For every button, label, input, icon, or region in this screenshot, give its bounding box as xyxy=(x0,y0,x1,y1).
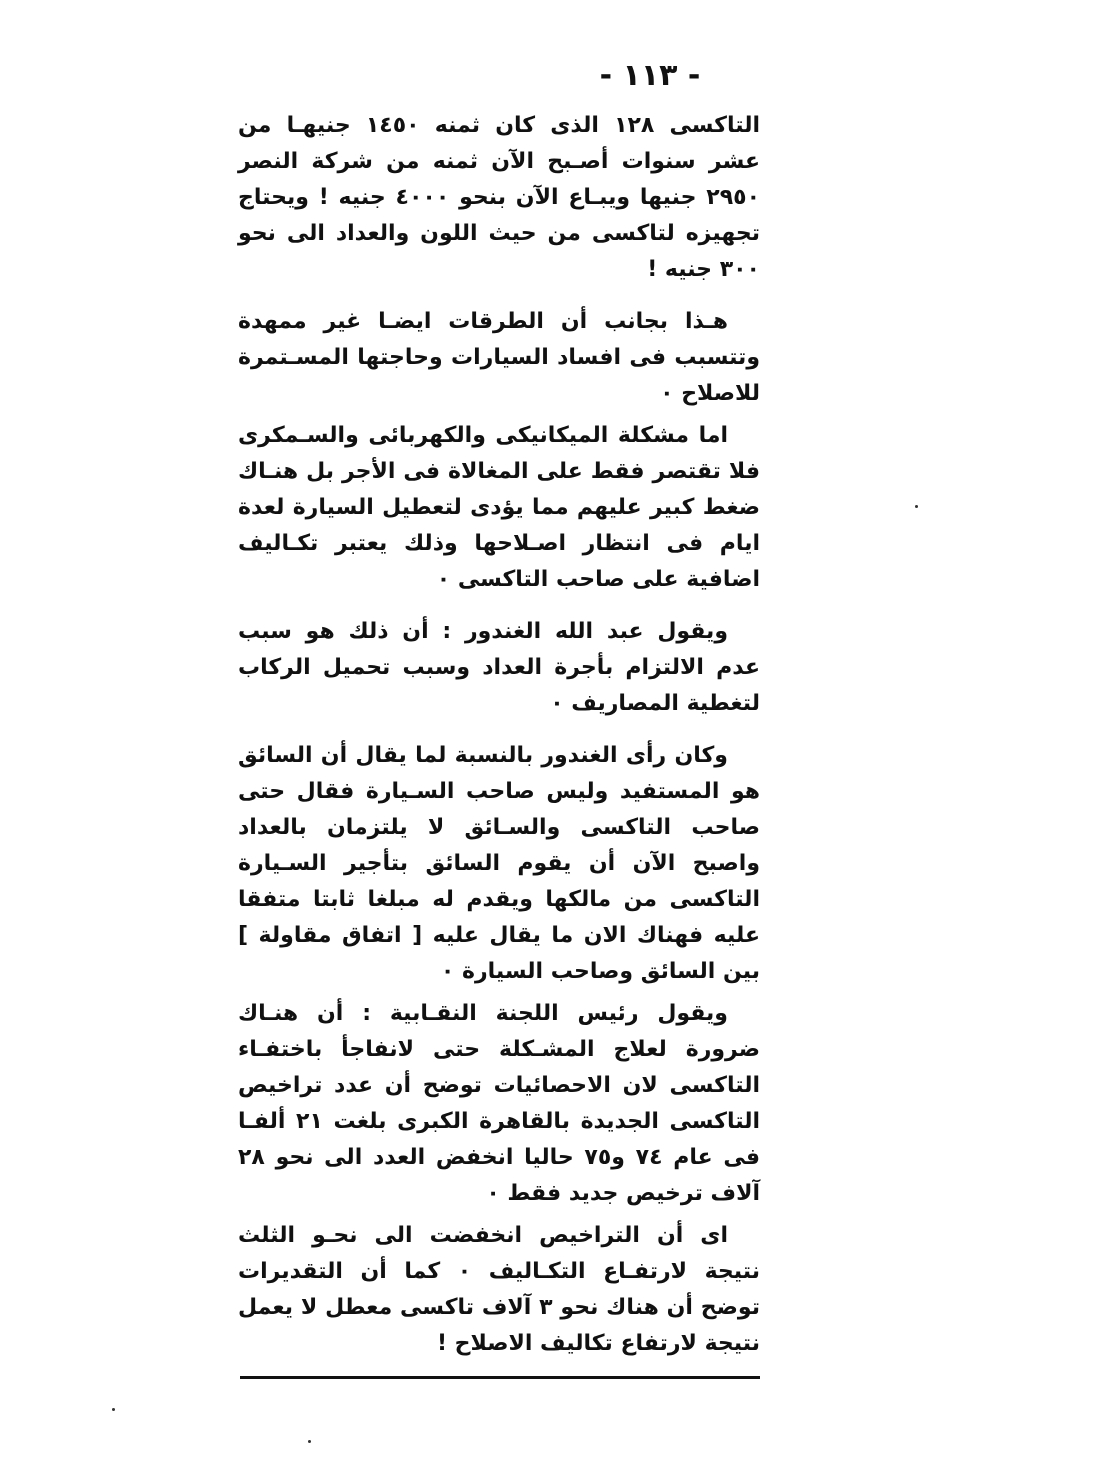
paragraph-7-bold: ٣ آلاف تاكسى معطل لا يعمل نتيجة لارتفاع تكاليف الاصلاح ! xyxy=(238,1295,760,1356)
paragraph-7-before: اى أن التراخيص انخفضت الى نحـو الثلث نتيجة لارتفـاع التكـاليف ٠ كما أن التقديرات توضح أن هناك نحو xyxy=(238,1223,760,1320)
scan-speck xyxy=(915,505,918,508)
paragraph-7 xyxy=(238,1218,760,1362)
article-column xyxy=(238,108,760,1378)
paragraph-5-before: وكان رأى الغندور بالنسبة لما يقال أن السائق هو المستفيد وليس صاحب السـيارة فقال حتى صاحب التاكسى والسـائق لا يلتزمان بالعداد واصبح الآن أن يقوم السائق بتأجير السـيارة التاكسى من مالكها ويقدم له مبلغا ثابتا متفقا عليه فهناك الان ما يقال عليه [ xyxy=(238,743,761,948)
scan-speck xyxy=(112,1408,115,1411)
paragraph-2: هـذا بجانب أن الطرقات ايضـا غير ممهدة وتتسبب فى افساد السيارات وحاجتها المسـتمرة للاصلاح ٠ xyxy=(238,309,760,406)
paragraph-5-after: ] بين السائق وصاحب السيارة ٠ xyxy=(238,923,760,984)
page-number: - ١١٣ - xyxy=(599,58,701,93)
paragraph-6-bold: ويقول رئيس اللجنة النقـابية xyxy=(389,1001,728,1026)
paragraph-3: اما مشكلة الميكانيكى والكهربائى والسـمكرى فلا تقتصر فقط على المغالاة فى الأجر بل هنـاك ضغط كبير عليهم مما يؤدى لتعطيل السيارة لعدة ايام فى انتظار اصـلاحها وذلك يعتبر تكـاليف اضافية على صاحب التاكسى ٠ xyxy=(238,423,760,592)
paragraph-6 xyxy=(238,996,760,1212)
paragraph-6-after: : أن هنـاك ضرورة لعلاج المشـكلة حتى لانفاجأ باختفـاء التاكسى لان الاحصائيات توضح أن عدد تراخيص التاكسى الجديدة بالقاهرة الكبرى بلغت ٢١ ألفـا فى عام ٧٤ و٧٥ حاليا انخفض العدد الى نحو ٢٨ آلاف ترخيص جديد فقط ٠ xyxy=(238,1001,761,1206)
paragraph-5 xyxy=(238,738,760,990)
scan-speck xyxy=(308,1440,311,1443)
paragraph-5-bold: اتفاق مقاولة xyxy=(258,923,402,948)
closing-rule xyxy=(240,1376,760,1379)
paragraph-4: ويقول عبد الله الغندور : أن ذلك هو سبب عدم الالتزام بأجرة العداد وسبب تحميل الركاب لتغطية المصاريف ٠ xyxy=(238,619,760,716)
paragraph-1: التاكسى ١٢٨ الذى كان ثمنه ١٤٥٠ جنيهـا من عشر سنوات أصـبح الآن ثمنه من شركة النصر ٢٩٥٠ جنيها ويبـاع الآن بنحو ٤٠٠٠ جنيه ! ويحتاج تجهيزه لتاكسى من حيث اللون والعداد الى نحو ٣٠٠ جنيه ! xyxy=(238,113,760,282)
